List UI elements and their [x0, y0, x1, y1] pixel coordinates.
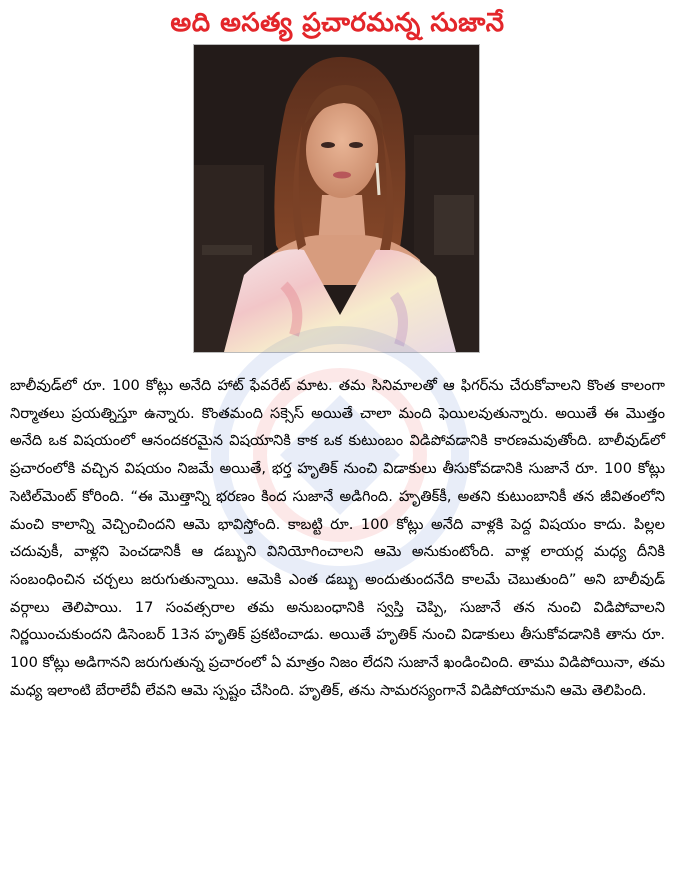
article-body [10, 372, 665, 704]
article-headline: అది అసత్య ప్రచారమన్న సుజానే [170, 8, 505, 38]
article-paragraph: బాలీవుడ్‌లో రూ. 100 కోట్లు అనేది హాట్ ఫేవరేట్ మాట. తమ సినిమాలతో ఆ ఫిగర్‌ను చేరుకోవాలని కొంత కాలంగా నిర్మాతలు ప్రయత్నిస్తూ ఉన్నారు. కొంతమంది సక్సెస్ అయితే చాలా మంది ఫెయిలవుతున్నారు. అయితే ఈ మొత్తం అనేది ఒక విషయంలో ఆనందకరమైన విషయానికి కాక ఒక కుటుంబం విడిపోవడానికి కారణమవుతోంది. బాలీవుడ్‌లో ప్రచారంలోకి వచ్చిన విషయం నిజమే అయితే, భర్త హృతిక్ నుంచి విడాకులు తీసుకోవడానికి సుజానే రూ. 100 కోట్లు సెటిల్‌మెంట్ కోరింది. “ఈ మొత్తాన్ని భరణం కింద సుజానే అడిగింది. హృతిక్‌కీ, అతని కుటుంబానికీ తన జీవితంలోని మంచి కాలాన్ని వెచ్చించిందని ఆమె భావిస్తోంది. కాబట్టి రూ. 100 కోట్లు అనేది వాళ్లకి పెద్ద విషయం కాదు. పిల్లల చదువుకీ, వాళ్లని పెంచడానికీ ఆ డబ్బుని వినియోగించాలని ఆమె అనుకుంటోంది. వాళ్ల లాయర్ల మధ్య దీనికి సంబంధించిన చర్చలు జరుగుతున్నాయి. ఆమెకి ఎంత డబ్బు అందుతుందనేది కాలమే చెబుతుంది” అని బాలీవుడ్ వర్గాలు తెలిపాయి. 17 సంవత్సరాల తమ అనుబంధానికి స్వస్తి చెప్పి, సుజానే తన నుంచి విడిపోవాలని నిర్ణయించుకుందని డిసెంబర్ 13న హృతిక్ ప్రకటించాడు. అయితే హృతిక్ నుంచి విడాకులు తీసుకోవడానికి తాను రూ. 100 కోట్లు అడిగానని జరుగుతున్న ప్రచారంలో ఏ మాత్రం నిజం లేదని సుజానే ఖండించింది. తాము విడిపోయినా, తమ మధ్య ఇలాంటి బేరాలేవీ లేవని ఆమె స్పష్టం చేసింది. హృతిక్, తను సామరస్యంగానే విడిపోయామని ఆమె తెలిపింది. [10, 377, 665, 699]
